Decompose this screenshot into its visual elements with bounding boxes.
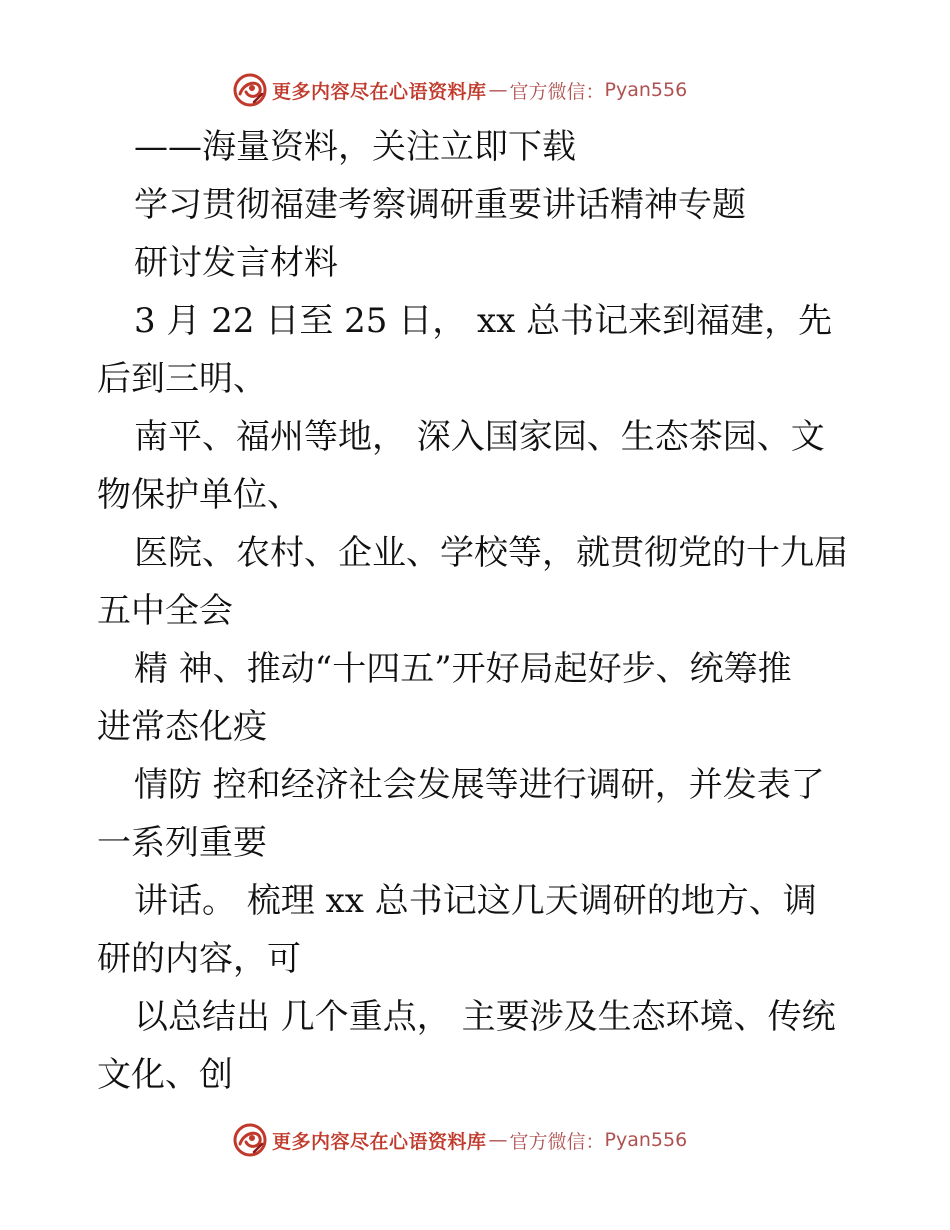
- banner-wechat-label: 官方微信：: [509, 80, 605, 103]
- banner-wechat-label: 官方微信：: [509, 1130, 605, 1153]
- red-swirl-logo-icon: [232, 72, 268, 108]
- text-line: 一系列重要: [97, 823, 267, 863]
- banner-wechat-id: Pyan556: [604, 1129, 688, 1151]
- text-line: 研的内容，可: [97, 939, 301, 979]
- banner-site-name: 更多内容尽在心语资料库: [272, 80, 487, 103]
- text-line: 研讨发言材料: [134, 243, 338, 283]
- text-line: 五中全会: [97, 591, 233, 631]
- text-line: 3 月 22 日至 25 日， xx 总书记来到福建，先: [134, 301, 833, 341]
- text-line: 情防 控和经济社会发展等进行调研，并发表了: [134, 765, 825, 805]
- text-line: 精 神、推动“十四五”开好局起好步、统筹推: [134, 649, 792, 689]
- banner-site-name: 更多内容尽在心语资料库: [272, 1130, 487, 1153]
- header-banner: [232, 70, 687, 110]
- text-line: ——海量资料，关注立即下载: [134, 127, 576, 167]
- banner-separator: —: [488, 79, 508, 101]
- text-line: 南平、福州等地， 深入国家园、生态茶园、文: [134, 417, 825, 457]
- text-line: 文化、创: [97, 1055, 233, 1095]
- text-line: 学习贯彻福建考察调研重要讲话精神专题: [134, 185, 746, 225]
- text-line: 物保护单位、: [97, 475, 301, 515]
- text-line: 以总结出 几个重点， 主要涉及生态环境、传统: [134, 997, 836, 1037]
- text-line: 医院、农村、企业、学校等，就贯彻党的十九届: [134, 533, 848, 573]
- footer-banner: [232, 1120, 687, 1160]
- red-swirl-logo-icon: [232, 1122, 268, 1158]
- text-line: 进常态化疫: [97, 707, 267, 747]
- banner-wechat-id: Pyan556: [604, 79, 688, 101]
- text-line: 讲话。 梳理 xx 总书记这几天调研的地方、调: [134, 881, 817, 921]
- text-line: 后到三明、: [97, 359, 267, 399]
- banner-separator: —: [488, 1129, 508, 1151]
